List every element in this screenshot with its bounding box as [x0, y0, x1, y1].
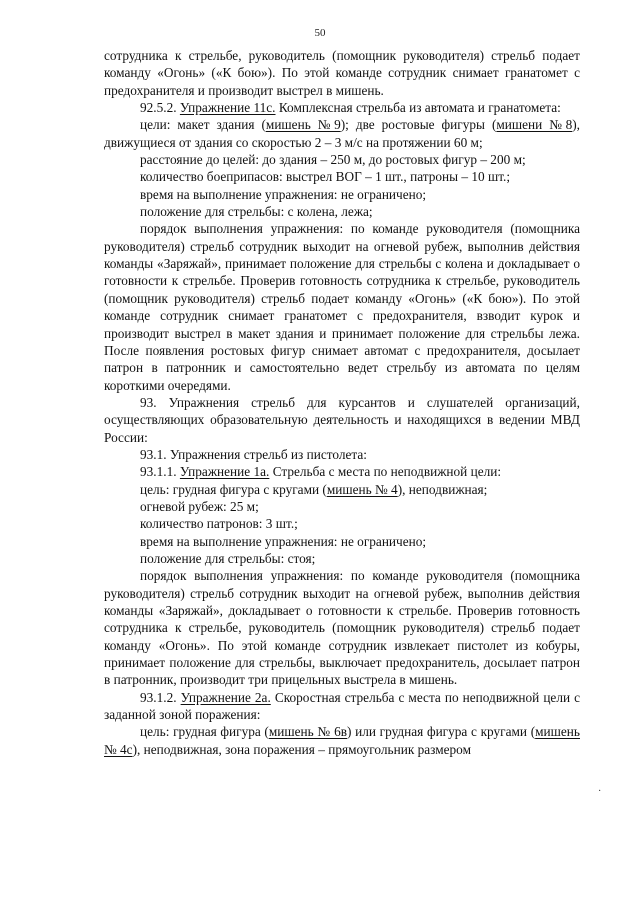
text-fragment: ); две ростовые фигуры (: [340, 117, 497, 133]
target-link[interactable]: мишени №8: [496, 117, 573, 133]
text-fragment: ), движущиеся от здания со скоростью 2 – 3 м/с на протяжении 60 м;: [104, 117, 580, 150]
exercise-link[interactable]: Упражнение 11с.: [179, 100, 276, 116]
clause-text: Комплексная стрельба из автомата и гранатомета:: [278, 100, 561, 116]
exercise-link[interactable]: Упражнение 2а.: [180, 689, 271, 705]
paragraph: [104, 99, 580, 116]
paragraph: порядок выполнения упражнения: по команде руководителя (помощника руководителя) стрельб сотрудник выходит на огневой рубеж, выполнив действия команды «Заряжай», принимает положение для стрельбы с колена и докладывает о готовности к стрельбе. Проверив готовность сотрудника к стрельбе, руководитель (помощник руководителя) стрельб подает команду «Огонь» («К бою»). По этой команде сотрудник снимает гранатомет с предохранителя, взводит курок и производит выстрел в макет здания и принимает положение для стрельбы лежа. После появления ростовых фигур снимает автомат с предохранителя, досылает патрон в патронник и самостоятельно ведет стрельбу из автомата по целям короткими очередями.: [104, 221, 580, 393]
text-fragment: ), неподвижная;: [397, 481, 488, 497]
target-link[interactable]: мишень № 6в: [268, 724, 348, 740]
clause-number: 93.1.1.: [140, 464, 177, 480]
paragraph: расстояние до целей: до здания – 250 м, до ростовых фигур – 200 м;: [140, 152, 526, 168]
paragraph: порядок выполнения упражнения: по команде руководителя (помощника руководителя) стрельб сотрудник выходит на огневой рубеж, выполнив действия команды «Заряжай», докладывает о готовности к стрельбе. Проверив готовность сотрудника к стрельбе, руководитель (помощник руководителя) стрельб подает команду «Огонь». По этой команде сотрудник извлекает пистолет из кобуры, принимает положение для стрельбы, выключает предохранитель, досылает патрон в патронник, производит три прицельных выстрела в мишень.: [104, 568, 580, 688]
text-fragment: цель: грудная фигура с кругами (: [140, 481, 327, 497]
clause-number: 92.5.2.: [140, 100, 177, 116]
exercise-link[interactable]: Упражнение 1а.: [179, 464, 270, 480]
stray-mark: ·: [598, 786, 602, 797]
paragraph: [104, 116, 580, 151]
paragraph: [104, 463, 580, 480]
paragraph: [104, 689, 580, 724]
paragraph: сотрудника к стрельбе, руководитель (помощник руководителя) стрельб подает команду «Огонь» («К бою»). По этой команде сотрудник снимает гранатомет с предохранителя и производит выстрел в мишень.: [104, 48, 580, 98]
paragraph: огневой рубеж: 25 м;: [140, 498, 259, 514]
clause-number: 93.1.2.: [140, 689, 177, 705]
paragraph: 93. Упражнения стрельб для курсантов и слушателей организаций, осуществляющих образовательную деятельность и находящихся в ведении МВД России:: [104, 394, 580, 445]
text-fragment: ) или грудная фигура с кругами (: [347, 724, 536, 740]
page-number: 50: [314, 27, 326, 39]
text-fragment: цель: грудная фигура (: [140, 724, 269, 740]
text-fragment: цели: макет здания (: [140, 117, 266, 133]
target-link[interactable]: мишень № 4с: [104, 724, 580, 757]
text-fragment: ), неподвижная, зона поражения – прямоугольник размером: [132, 741, 471, 757]
target-link[interactable]: мишень №9: [265, 117, 341, 133]
paragraph: положение для стрельбы: стоя;: [140, 550, 316, 566]
paragraph: количество боеприпасов: выстрел ВОГ – 1 шт., патроны – 10 шт.;: [140, 169, 511, 185]
paragraph: [104, 723, 580, 758]
clause-text: Скоростная стрельба с места по неподвижной цели с заданной зоной поражения:: [104, 689, 581, 723]
paragraph: время на выполнение упражнения: не ограничено;: [140, 533, 427, 549]
target-link[interactable]: мишень № 4: [326, 481, 398, 497]
document-body: [104, 47, 580, 758]
paragraph: количество патронов: 3 шт.;: [140, 516, 298, 532]
paragraph: время на выполнение упражнения: не ограничено;: [140, 186, 427, 202]
paragraph: 93.1. Упражнения стрельб из пистолета:: [140, 446, 367, 462]
paragraph: положение для стрельбы: с колена, лежа;: [140, 204, 373, 220]
paragraph: [104, 481, 580, 498]
clause-text: Стрельба с места по неподвижной цели:: [272, 464, 502, 480]
